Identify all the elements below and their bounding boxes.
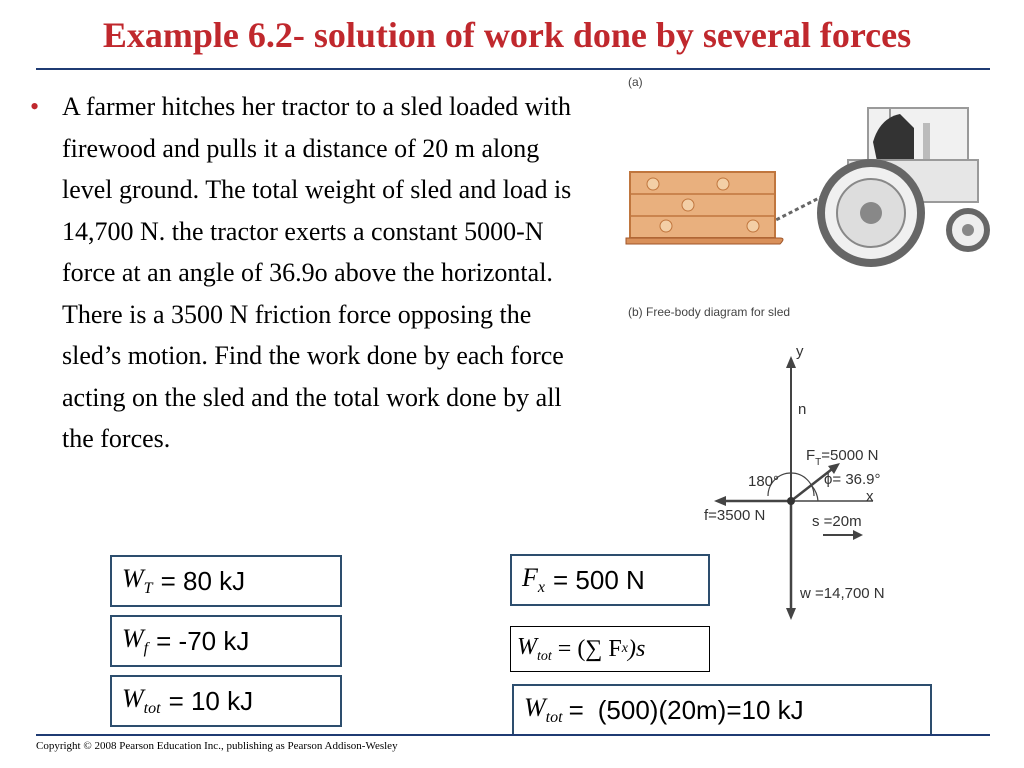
figure-label-b: (b) Free-body diagram for sled [628, 305, 791, 319]
x-axis-label: x [866, 488, 874, 505]
total-work-formula: $W_{tot}$ = (∑ F x )s⃗ [510, 626, 710, 672]
tension-label: $F_T=5000$ N [806, 447, 879, 468]
phi-angle-label: ϕ= 36.9° [824, 471, 881, 488]
total-work-calc-symbol: $W_{tot}$ [524, 692, 563, 727]
normal-force-label: n [798, 401, 807, 418]
sled-runner [626, 238, 783, 244]
problem-text: A farmer hitches her tractor to a sled loaded with firewood and pulls it a distance of 20 m along level ground. The total weight of sled and load is 14,700 N. the tractor exerts a constant 5000-N force at an angle of 36.9o above the horizontal. There is a 3500 N friction force opposing the sled’s motion. Find the work done by each force acting on the sled and the total work done by all the forces. [62, 92, 572, 453]
work-friction-value: = -70 kJ [156, 625, 250, 656]
net-force-value: = 500 N [553, 564, 645, 595]
problem-statement [30, 86, 575, 460]
weight-label: w =14,700 N [800, 585, 885, 602]
total-work-calc-box: $W_{tot}$ = (500)(20m)=10 kJ [512, 684, 932, 736]
y-axis-label: y [796, 343, 804, 360]
free-body-diagram [704, 343, 885, 620]
bullet-marker: • [30, 92, 40, 121]
net-force-box [510, 554, 710, 606]
work-tension-box [110, 555, 342, 607]
total-work-calc-value: (500)(20m)=10 kJ [597, 694, 804, 725]
tractor-illustration [626, 108, 987, 263]
work-total-value: = 10 kJ [168, 685, 254, 716]
angle-180-label: 180° [748, 473, 780, 490]
work-total-symbol: $W_{tot}$ [122, 683, 161, 718]
friction-label: f=3500 N [704, 507, 766, 524]
copyright-notice: Copyright © 2008 Pearson Education Inc., publishing as Pearson Addison-Wesley [36, 740, 398, 752]
work-friction-box [110, 615, 342, 667]
work-friction-symbol: $W_f$ [122, 623, 149, 658]
net-force-symbol: $F_x$ [522, 562, 545, 597]
displacement-label: s =20m [812, 513, 862, 530]
work-tension-value: = 80 kJ [160, 565, 246, 596]
work-total-box [110, 675, 342, 727]
slide-title: Example 6.2- solution of work done by several forces [102, 15, 912, 55]
tractor-figure [618, 68, 1008, 628]
footer-divider [36, 734, 990, 736]
figure-label-a: (a) [628, 75, 643, 89]
tow-chain [770, 196, 823, 223]
work-tension-symbol: $W_T$ [122, 563, 153, 598]
sled-point [787, 497, 795, 505]
